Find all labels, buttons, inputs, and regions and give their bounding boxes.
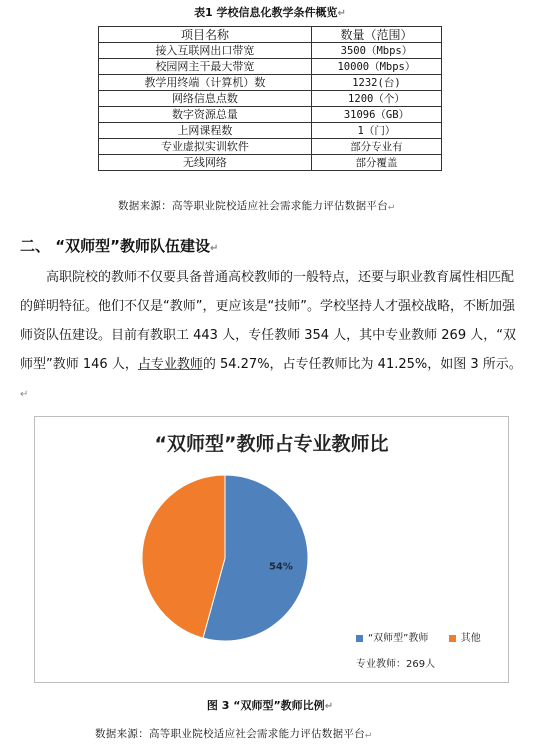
pie-chart-frame[interactable]: [34, 416, 509, 683]
cell-item: 教学用终端（计算机）数: [99, 75, 312, 91]
info-table: [98, 26, 442, 171]
table-header-row: [99, 27, 442, 43]
figure-caption: 图 3 “双师型”教师比例↵: [206, 699, 334, 712]
table-row: [99, 59, 442, 75]
cell-value: 1（门）: [311, 123, 441, 139]
cell-value: 部分覆盖: [311, 155, 441, 171]
table-row: [99, 43, 442, 59]
cell-item: 上网课程数: [99, 123, 312, 139]
figure-source-note: 数据来源：高等职业院校适应社会需求能力评估数据平台↵: [95, 728, 372, 740]
table-row: [99, 91, 442, 107]
header-quantity: 数量（范围）: [311, 27, 441, 43]
cell-item: 校园网主干最大带宽: [99, 59, 312, 75]
table-source-note: 数据来源：高等职业院校适应社会需求能力评估数据平台↵: [118, 200, 395, 212]
table-row: [99, 75, 442, 91]
cell-item: 数字资源总量: [99, 107, 312, 123]
paragraph-mark: ↵: [388, 201, 395, 212]
cell-value: 1200（个）: [311, 91, 441, 107]
table-row: [99, 139, 442, 155]
section-heading: 二、 “双师型”教师队伍建设↵: [20, 237, 219, 255]
chart-note: 专业教师：269人: [356, 659, 436, 670]
chart-legend: [356, 629, 481, 644]
header-item-name: 项目名称: [99, 27, 312, 43]
paragraph-mark: ↵: [365, 729, 372, 740]
paragraph-mark: ↵: [209, 243, 219, 254]
paragraph-mark: ↵: [324, 701, 334, 712]
chart-title: “双师型”教师占专业教师比: [154, 433, 389, 455]
body-paragraph: 高职院校的教师不仅要具备普通高校教师的一般特点，还要与职业教育属性相匹配的鲜明特征。他们不仅是“教师”，更应该是“技师”。学校坚持人才强校战略，不断加强师资队伍建设。目前有教职工 443 人，专任教师 354 人，其中专业教师 269 人，“双师型”教师 146 人，占专业教师的 54.27%，占专任教师比为 41.25%，如图 3 所示。↵: [20, 270, 522, 400]
cell-value: 3500（Mbps）: [311, 43, 441, 59]
table-title: 表1 学校信息化教学条件概览↵: [194, 6, 346, 19]
table-row: [99, 107, 442, 123]
cell-value: 31096（GB）: [311, 107, 441, 123]
legend-swatch-orange: [449, 635, 456, 642]
cell-value: 部分专业有: [311, 139, 441, 155]
paragraph-mark: ↵: [20, 389, 29, 400]
cell-item: 接入互联网出口带宽: [99, 43, 312, 59]
table-row: [99, 155, 442, 171]
legend-item-other: 其他: [449, 633, 481, 644]
cell-value: 10000（Mbps）: [311, 59, 441, 75]
legend-item-dual: “双师型”教师: [356, 633, 428, 644]
cell-item: 无线网络: [99, 155, 312, 171]
underlined-phrase[interactable]: 占专业教师: [137, 357, 203, 372]
table-row: [99, 123, 442, 139]
cell-value: 1232(台): [311, 75, 441, 91]
cell-item: 专业虚拟实训软件: [99, 139, 312, 155]
cell-item: 网络信息点数: [99, 91, 312, 107]
legend-swatch-blue: [356, 635, 363, 642]
pie-data-label: 54%: [268, 561, 293, 573]
paragraph-mark: ↵: [337, 8, 346, 19]
